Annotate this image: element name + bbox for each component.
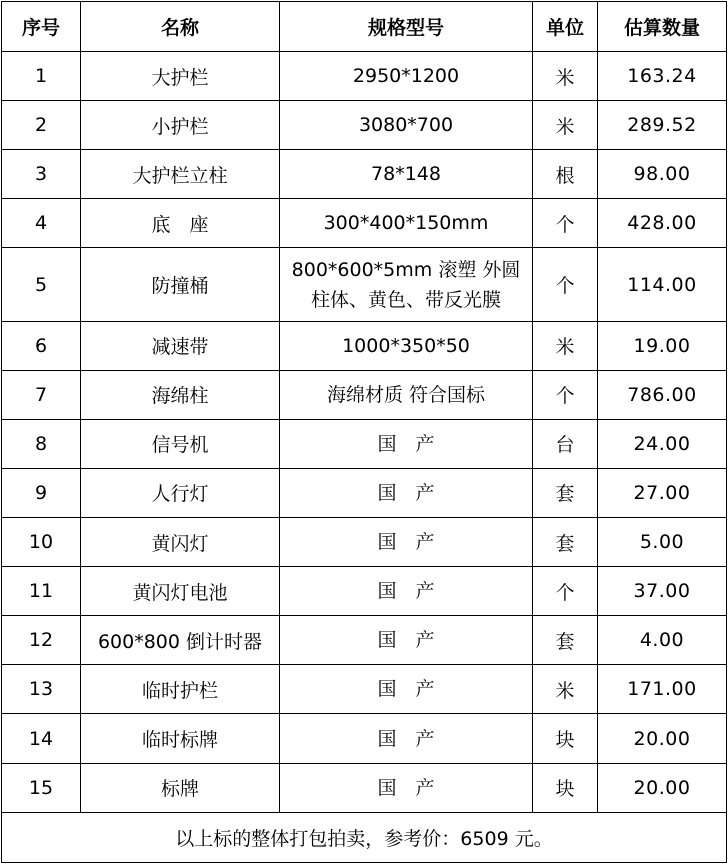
cell-no: 2 <box>2 101 81 150</box>
cell-qty: 171.00 <box>598 665 727 714</box>
cell-spec: 1000*350*50 <box>280 321 533 370</box>
cell-name: 黄闪灯 <box>81 518 280 567</box>
cell-name: 临时标牌 <box>81 714 280 763</box>
cell-no: 8 <box>2 419 81 468</box>
cell-name: 海绵柱 <box>81 370 280 419</box>
cell-unit: 米 <box>533 101 598 150</box>
cell-no: 1 <box>2 52 81 101</box>
cell-qty: 5.00 <box>598 518 727 567</box>
cell-unit: 米 <box>533 52 598 101</box>
header-serial-no: 序号 <box>2 2 81 52</box>
cell-unit: 个 <box>533 248 598 321</box>
reference-price-note: 以上标的整体打包拍卖，参考价：6509 元。 <box>2 812 727 862</box>
header-spec: 规格型号 <box>280 2 533 52</box>
cell-name: 底 座 <box>81 199 280 248</box>
cell-no: 4 <box>2 199 81 248</box>
cell-no: 6 <box>2 321 81 370</box>
cell-name: 临时护栏 <box>81 665 280 714</box>
cell-qty: 289.52 <box>598 101 727 150</box>
cell-spec: 国 产 <box>280 616 533 665</box>
cell-qty: 20.00 <box>598 714 727 763</box>
cell-name: 人行灯 <box>81 468 280 517</box>
cell-no: 14 <box>2 714 81 763</box>
table-row <box>2 567 727 616</box>
table-row <box>2 616 727 665</box>
cell-spec: 国 产 <box>280 714 533 763</box>
cell-spec: 3080*700 <box>280 101 533 150</box>
cell-name: 大护栏立柱 <box>81 150 280 199</box>
cell-qty: 786.00 <box>598 370 727 419</box>
cell-name: 600*800 倒计时器 <box>81 616 280 665</box>
table-row <box>2 52 727 101</box>
table-row <box>2 665 727 714</box>
cell-spec: 国 产 <box>280 665 533 714</box>
cell-qty: 19.00 <box>598 321 727 370</box>
table-row <box>2 150 727 199</box>
cell-unit: 根 <box>533 150 598 199</box>
cell-name: 信号机 <box>81 419 280 468</box>
cell-unit: 米 <box>533 321 598 370</box>
cell-qty: 428.00 <box>598 199 727 248</box>
cell-unit: 个 <box>533 567 598 616</box>
cell-spec: 300*400*150mm <box>280 199 533 248</box>
cell-no: 3 <box>2 150 81 199</box>
cell-unit: 套 <box>533 468 598 517</box>
table-row <box>2 370 727 419</box>
auction-items-table <box>1 1 727 863</box>
cell-qty: 114.00 <box>598 248 727 321</box>
cell-qty: 4.00 <box>598 616 727 665</box>
cell-name: 减速带 <box>81 321 280 370</box>
table-row <box>2 419 727 468</box>
cell-name: 小护栏 <box>81 101 280 150</box>
cell-spec: 800*600*5mm 滚塑 外圆柱体、黄色、带反光膜 <box>280 248 533 321</box>
table-row <box>2 101 727 150</box>
cell-no: 11 <box>2 567 81 616</box>
header-quantity: 估算数量 <box>598 2 727 52</box>
cell-spec: 国 产 <box>280 419 533 468</box>
cell-unit: 个 <box>533 370 598 419</box>
cell-spec: 国 产 <box>280 763 533 812</box>
header-row <box>2 2 727 52</box>
header-name: 名称 <box>81 2 280 52</box>
cell-no: 7 <box>2 370 81 419</box>
table-row <box>2 248 727 321</box>
cell-unit: 套 <box>533 518 598 567</box>
table-row <box>2 321 727 370</box>
cell-qty: 20.00 <box>598 763 727 812</box>
cell-spec: 国 产 <box>280 567 533 616</box>
cell-qty: 37.00 <box>598 567 727 616</box>
table-row <box>2 518 727 567</box>
table-row <box>2 199 727 248</box>
table-row <box>2 468 727 517</box>
cell-unit: 米 <box>533 665 598 714</box>
cell-no: 9 <box>2 468 81 517</box>
footer-row <box>2 812 727 862</box>
cell-spec: 国 产 <box>280 518 533 567</box>
cell-spec: 2950*1200 <box>280 52 533 101</box>
header-unit: 单位 <box>533 2 598 52</box>
cell-no: 5 <box>2 248 81 321</box>
cell-no: 13 <box>2 665 81 714</box>
cell-name: 标牌 <box>81 763 280 812</box>
cell-spec: 78*148 <box>280 150 533 199</box>
cell-no: 12 <box>2 616 81 665</box>
cell-unit: 块 <box>533 714 598 763</box>
cell-qty: 24.00 <box>598 419 727 468</box>
cell-qty: 27.00 <box>598 468 727 517</box>
table-row <box>2 714 727 763</box>
cell-qty: 163.24 <box>598 52 727 101</box>
cell-unit: 个 <box>533 199 598 248</box>
table-row <box>2 763 727 812</box>
cell-name: 黄闪灯电池 <box>81 567 280 616</box>
cell-qty: 98.00 <box>598 150 727 199</box>
cell-spec: 海绵材质 符合国标 <box>280 370 533 419</box>
cell-spec: 国 产 <box>280 468 533 517</box>
cell-unit: 块 <box>533 763 598 812</box>
cell-name: 防撞桶 <box>81 248 280 321</box>
cell-no: 15 <box>2 763 81 812</box>
cell-no: 10 <box>2 518 81 567</box>
cell-name: 大护栏 <box>81 52 280 101</box>
cell-unit: 套 <box>533 616 598 665</box>
cell-unit: 台 <box>533 419 598 468</box>
